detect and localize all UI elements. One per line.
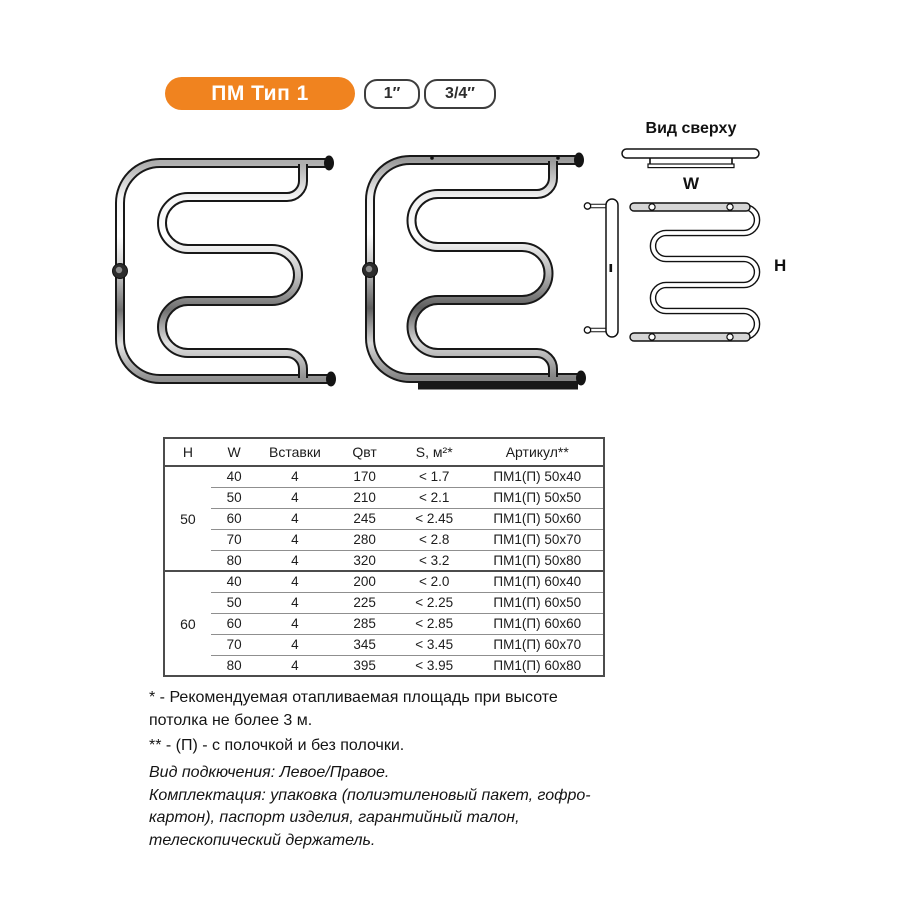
cell-w: 80 [211,655,258,676]
footnote-recommended-area: * - Рекомендуемая отапливаемая площадь при высоте потолка не более 3 м. [149,689,558,730]
table-row [164,466,604,487]
col-header-area: S, м²* [397,438,472,466]
cell-w: 40 [211,571,258,592]
cell-qwt: 345 [332,634,397,655]
cell-inserts: 4 [257,508,332,529]
cell-inserts: 4 [257,550,332,571]
cell-inserts: 4 [257,655,332,676]
cell-area: < 2.1 [397,487,472,508]
coil-tube-chrome [162,164,303,378]
rail-mount-circle [649,334,655,340]
cell-area: < 3.45 [397,634,472,655]
table-row [164,508,604,529]
cell-qwt: 320 [332,550,397,571]
height-dimension-label: H [774,256,787,275]
cell-area: < 1.7 [397,466,472,487]
air-vent-knob-highlight [366,266,372,272]
cell-area: < 2.0 [397,571,472,592]
cell-h: 50 [164,466,211,571]
side-view-tick [610,264,613,272]
cell-w: 60 [211,613,258,634]
table-row [164,487,604,508]
cell-qwt: 210 [332,487,397,508]
rail-mount-circle [649,204,655,210]
col-header-w: W [211,438,258,466]
side-view-connector-circle [584,327,590,333]
side-view-stub-inner [588,206,607,330]
cell-w: 50 [211,592,258,613]
pipe-end-cap [324,156,334,171]
cell-area: < 3.2 [397,550,472,571]
table-row [164,613,604,634]
air-vent-knob-highlight [116,267,122,273]
spec-table-body [164,466,604,676]
footnotes [149,686,617,760]
pipe-end-cap [576,371,586,386]
width-dimension-label: W [682,174,700,193]
table-row [164,634,604,655]
table-row [164,529,604,550]
cell-w: 60 [211,508,258,529]
table-row [164,571,604,592]
pipe-size-pill-34inch [424,79,496,109]
cell-area: < 3.95 [397,655,472,676]
cell-article: ПМ1(П) 60x50 [472,592,604,613]
table-row [164,592,604,613]
header-row [164,438,604,466]
cell-qwt: 170 [332,466,397,487]
spec-table [163,437,605,677]
cell-qwt: 280 [332,529,397,550]
cell-area: < 2.45 [397,508,472,529]
pipe-size-label: 1″ [383,85,401,102]
table-row [164,655,604,676]
col-header-inserts: Вставки [257,438,332,466]
side-view-stub-outline [588,206,607,330]
cell-w: 40 [211,466,258,487]
rail-mount-circle [727,334,733,340]
cell-qwt: 395 [332,655,397,676]
cell-article: ПМ1(П) 60x80 [472,655,604,676]
cell-inserts: 4 [257,634,332,655]
cell-article: ПМ1(П) 60x40 [472,571,604,592]
cell-area: < 2.25 [397,592,472,613]
mount-screw-dot [430,156,434,160]
wall-rail-bar [648,164,734,168]
mount-screw-dot [556,156,560,160]
cell-w: 50 [211,487,258,508]
cell-inserts: 4 [257,592,332,613]
cell-qwt: 200 [332,571,397,592]
cell-h: 60 [164,571,211,676]
cell-area: < 2.8 [397,529,472,550]
cell-qwt: 285 [332,613,397,634]
cell-article: ПМ1(П) 50x60 [472,508,604,529]
note-package-contents: Комплектация: упаковка (полиэтиленовый пакет, гофро-картон), паспорт изделия, гарантийный талон, телескопический держатель. [149,786,591,850]
cell-inserts: 4 [257,529,332,550]
product-type-badge [165,77,355,110]
col-header-article: Артикул** [472,438,604,466]
rail-mount-circle [727,204,733,210]
footnote-shelf: ** - (П) - с полочкой и без полочки. [149,737,405,755]
schematic-coil-outline [638,207,757,337]
product-photo-angle [352,140,598,402]
cell-inserts: 4 [257,571,332,592]
technical-drawings [578,118,808,353]
pipe-size-label: 3/4″ [445,85,475,102]
cell-article: ПМ1(П) 50x70 [472,529,604,550]
cell-area: < 2.85 [397,613,472,634]
cell-article: ПМ1(П) 50x80 [472,550,604,571]
shelf-bar-top-view [622,149,759,158]
cell-inserts: 4 [257,613,332,634]
cell-w: 70 [211,529,258,550]
coil-tube-chrome [412,161,554,377]
cell-w: 80 [211,550,258,571]
cell-article: ПМ1(П) 60x60 [472,613,604,634]
cell-inserts: 4 [257,487,332,508]
col-header-qwt: Qвт [332,438,397,466]
product-type-label: ПМ Тип 1 [211,81,309,105]
table-row [164,550,604,571]
cell-article: ПМ1(П) 60x70 [472,634,604,655]
side-view-connector-circle [584,203,590,209]
product-photo-front [100,143,350,401]
cell-w: 70 [211,634,258,655]
top-view-title: Вид сверху [645,120,737,137]
front-view-drawing [578,195,793,347]
cell-qwt: 225 [332,592,397,613]
cell-article: ПМ1(П) 50x50 [472,487,604,508]
cell-article: ПМ1(П) 50x40 [472,466,604,487]
top-view-drawing [621,146,761,174]
cell-inserts: 4 [257,466,332,487]
note-connection-type: Вид подкючения: Левое/Правое. [149,764,390,781]
col-header-h: H [164,438,211,466]
product-notes [149,762,639,853]
cell-qwt: 245 [332,508,397,529]
pipe-size-pill-1inch [364,79,420,109]
pipe-end-cap [326,372,336,387]
schematic-coil-inner [638,207,757,337]
spec-table-header [164,438,604,466]
